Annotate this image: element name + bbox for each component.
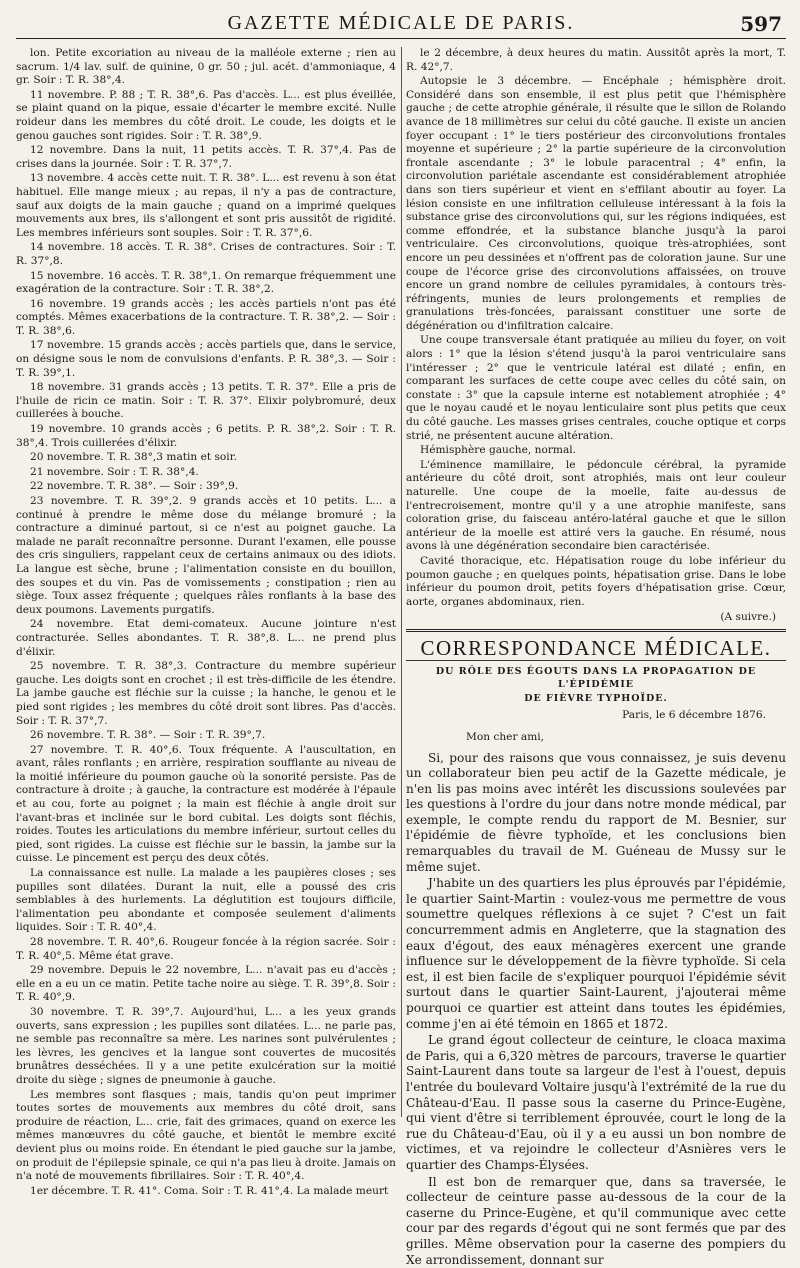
correspondance-title: CORRESPONDANCE MÉDICALE. [406, 642, 786, 661]
case-note-paragraph: 28 novembre. T. R. 40°,6. Rougeur foncée à la région sacrée. Soir : T. R. 40°,5. Même état grave. [16, 936, 396, 963]
letter-date: Paris, le 6 décembre 1876. [406, 709, 766, 723]
autopsy-section [406, 47, 786, 609]
case-note-paragraph: 11 novembre. P. 88 ; T. R. 38°,6. Pas d'accès. L... est plus éveillée, se plaint quand on la pique, essaie d'écarter le membre excité. Nulle roideur dans les membres du côté droit. Le coude, les doigts et le genou gauches sont rigides. Soir : T. R. 38°,9. [16, 89, 396, 143]
case-note-paragraph: 27 novembre. T. R. 40°,6. Toux fréquente. A l'auscultation, en avant, râles ronflants ; en arrière, respiration soufflante au niveau de la moitié inférieure du poumon gauche où la sonorité persiste. Pas de contracture à droite ; à gauche, la contracture est modérée à l'épaule et au cou, forte au poignet ; la main est fléchie à angle droit sur l'avant-bras et inclinée sur le bord cubital. Les doigts sont fléchis, roides. Toutes les articulations du membre inférieur, surtout celles du pied, sont rigides. La cuisse est fléchie sur le bassin, la jambe sur la cuisse. Le pincement est perçu des deux côtés. [16, 744, 396, 866]
page-header [16, 8, 786, 39]
case-note-paragraph: 26 novembre. T. R. 38°. — Soir : T. R. 39°,7. [16, 729, 396, 743]
autopsy-paragraph: L'éminence mamillaire, le pédoncule cérébral, la pyramide antérieure du côté droit, sont atrophiés, mais ont leur couleur naturelle. Une coupe de la moelle, faite au-dessus de l'entrecroisement, montre qu'il y a une atrophie manifeste, sans coloration grise, du faisceau antéro-latéral gauche et que le sillon antérieur de la moelle est attiré vers la gauche. En résumé, nous avons là une dégénération secondaire bien caractérisée. [406, 459, 786, 554]
case-note-paragraph: lon. Petite excoriation au niveau de la malléole externe ; rien au sacrum. 1/4 lav. sulf. de quinine, 0 gr. 50 ; jul. acét. d'ammoniaque, 4 gr. Soir : T. R. 38°,4. [16, 47, 396, 88]
case-note-paragraph: La connaissance est nulle. La malade a les paupières closes ; ses pupilles sont dilatées. Durant la nuit, elle a poussé des cris semblables à des hurlements. La déglutition est toujours difficile, l'alimentation peu abondante et composée seulement d'aliments liquides. Soir : T. R. 40°,4. [16, 867, 396, 935]
right-column [406, 47, 786, 1117]
left-column [16, 47, 396, 1117]
correspondance-subtitle-1: DU RÔLE DES ÉGOUTS DANS LA PROPAGATION DE L'ÉPIDÉMIE [406, 665, 786, 692]
case-note-paragraph: 25 novembre. T. R. 38°,3. Contracture du membre supérieur gauche. Les doigts sont en crochet ; il est très-difficile de les étendre. La jambe gauche est fléchie sur la cuisse ; la hanche, le genou et le pied sont rigides ; les membres du côté droit sont libres. Pas d'accès. Soir : T. R. 37°,7. [16, 660, 396, 728]
letter-paragraph: J'habite un des quartiers les plus éprouvés par l'épidémie, le quartier Saint-Martin : voulez-vous me permettre de vous soumettre quelques réflexions à ce sujet ? C'est un fait concurremment admis en Angleterre, que la stagnation des eaux d'égout, des eaux ménagères exercent une grande influence sur le développement de la fièvre typhoïde. Si cela est, il est bien facile de s'expliquer pourquoi l'épidémie sévit surtout dans le quartier Saint-Laurent, j'ajouterai même pourquoi ce quartier est atteint dans toutes les épidémies, comme j'en ai été témoin en 1865 et 1872. [406, 876, 786, 1032]
case-note-paragraph: 13 novembre. 4 accès cette nuit. T. R. 38°. L... est revenu à son état habituel. Elle mange mieux ; au repas, il n'y a pas de contracture, sauf aux doigts de la main gauche ; quand on a imprimé quelques mouvements aux bres, ils s'allongent et sont pris aussitôt de rigidité. Les membres inférieurs sont souples. Soir : T. R. 37°,6. [16, 172, 396, 240]
autopsy-paragraph: Une coupe transversale étant pratiquée au milieu du foyer, on voit alors : 1° que la lésion s'étend jusqu'à la paroi ventriculaire sans l'intéresser ; 2° que le ventricule latéral est dilaté ; enfin, en comparant les surfaces de cette coupe avec celles du côté sain, on constate : 3° que la capsule interne est notablement atrophiée ; 4° que le noyau caudé et le noyau lenticulaire sont plus petits que ceux du côté gauche. Les masses grises centrales, couche optique et corps strié, ne présentent aucune altération. [406, 334, 786, 443]
case-note-paragraph: 21 novembre. Soir : T. R. 38°,4. [16, 466, 396, 480]
case-note-paragraph: Les membres sont flasques ; mais, tandis qu'on peut imprimer toutes sortes de mouvements aux membres du côté droit, sans produire de réaction, L... crie, fait des grimaces, quand on exerce les mêmes manœuvres du côté gauche, et bientôt le membre excité devient plus ou moins roide. En étendant le pied gauche sur la jambe, on produit de l'épilepsie spinale, ce qui n'a pas lieu à droite. Jamais on n'a noté de mouvements fibrillaires. Soir : T. R. 40°,4. [16, 1089, 396, 1184]
case-note-paragraph: 14 novembre. 18 accès. T. R. 38°. Crises de contractures. Soir : T. R. 37°,8. [16, 241, 396, 268]
letter-body [406, 751, 786, 1268]
autopsy-paragraph: Autopsie le 3 décembre. — Encéphale ; hémisphère droit. Considéré dans son ensemble, il est plus petit que l'hémisphère gauche ; de cette atrophie générale, il résulte que le sillon de Rolando avance de 18 millimètres sur celui du côté gauche. Il existe un ancien foyer occupant : 1° le tiers postérieur des circonvolutions frontales moyenne et supérieure ; 2° la partie supérieure de la circonvolution frontale ascendante ; 3° le lobule paracentral ; 4° enfin, la circonvolution pariétale ascendante est considérablement atrophiée dans son tiers supérieur et vient en s'effilant aboutir au foyer. La lésion consiste en une infiltration celluleuse intéressant à la fois la substance grise des circonvolutions qui, sur les régions indiquées, est comme effondrée, et la substance blanche jusqu'à la paroi ventriculaire. Ces circonvolutions, quoique très-atrophiées, sont encore un peu dessinées et n'offrent pas de coloration jaune. Sur une coupe de l'écorce grise des circonvolutions affaissées, on trouve encore un grand nombre de cellules pyramidales, à contours très-réfringents, munies de leurs prolongements et remplies de granulations très-foncées, paraissant constituer une sorte de dégénération ou d'infiltration calcaire. [406, 75, 786, 333]
case-note-paragraph: 20 novembre. T. R. 38°,3 matin et soir. [16, 451, 396, 465]
case-note-paragraph: 30 novembre. T. R. 39°,7. Aujourd'hui, L... a les yeux grands ouverts, sans expression ; les pupilles sont dilatées. L... ne parle pas, ne semble pas reconnaître sa mère. Les narines sont pulvérulentes ; les lèvres, les gencives et la langue sont couvertes de mucosités brunâtres desséchées. Il y a une petite exulcération sur la moitié droite du siège ; signes de pneumonie à gauche. [16, 1006, 396, 1088]
case-note-paragraph: 12 novembre. Dans la nuit, 11 petits accès. T. R. 37°,4. Pas de crises dans la journée. Soir : T. R. 37°,7. [16, 144, 396, 171]
letter-paragraph: Le grand égout collecteur de ceinture, le cloaca maxima de Paris, qui a 6,320 mètres de parcours, traverse le quartier Saint-Laurent dans toute sa largeur de l'est à l'ouest, depuis l'entrée du boulevard Voltaire jusqu'à l'extrémité de la rue du Château-d'Eau. Il passe sous la caserne du Prince-Eugène, qui vient d'être si terriblement éprouvée, court le long de la rue du Château-d'Eau, où il y a eu aussi un bon nombre de victimes, et va rejoindre le collecteur d'Asnières vers le quartier des Champs-Élysées. [406, 1033, 786, 1173]
a-suivre-note: (A suivre.) [406, 611, 776, 625]
page-number: 597 [740, 12, 782, 36]
case-note-paragraph: 19 novembre. 10 grands accès ; 6 petits. P. R. 38°,2. Soir : T. R. 38°,4. Trois cuillerées d'élixir. [16, 423, 396, 450]
two-column-body [16, 47, 786, 1117]
case-note-paragraph: 17 novembre. 15 grands accès ; accès partiels que, dans le service, on désigne sous le nom de convulsions d'enfants. P. R. 38°,3. — Soir : T. R. 39°,1. [16, 339, 396, 380]
case-note-paragraph: 24 novembre. Etat demi-comateux. Aucune jointure n'est contracturée. Selles abondantes. T. R. 38°,8. L... ne prend plus d'élixir. [16, 618, 396, 659]
case-note-paragraph: 16 novembre. 19 grands accès ; les accès partiels n'ont pas été comptés. Mêmes exacerbations de la contracture. T. R. 38°,2. — Soir : T. R. 38°,6. [16, 298, 396, 339]
letter-paragraph: Il est bon de remarquer que, dans sa traversée, le collecteur de ceinture passe au-dessous de la cour de la caserne du Prince-Eugène, et qu'il communique avec cette cour par des regards d'égout qui ne sont fermés que par des grilles. Même observation pour la caserne des pompiers du Xe arrondissement, donnant sur [406, 1175, 786, 1268]
autopsy-paragraph: le 2 décembre, à deux heures du matin. Aussitôt après la mort, T. R. 42°,7. [406, 47, 786, 74]
correspondance-subtitle-2: DE FIÈVRE TYPHOÏDE. [406, 692, 786, 706]
case-note-paragraph: 22 novembre. T. R. 38°. — Soir : 39°,9. [16, 480, 396, 494]
letter-paragraph: Si, pour des raisons que vous connaissez, je suis devenu un collaborateur bien peu actif de la Gazette médicale, je n'en lis pas moins avec intérêt les discussions soulevées par les questions à l'ordre du jour dans notre monde médical, par exemple, le compte rendu du rapport de M. Besnier, sur l'épidémie de fièvre typhoïde, et les conclusions bien remarquables du travail de M. Guéneau de Mussy sur le même sujet. [406, 751, 786, 876]
case-note-paragraph: 15 novembre. 16 accès. T. R. 38°,1. On remarque fréquemment une exagération de la contracture. Soir : T. R. 38°,2. [16, 270, 396, 297]
section-rule [406, 629, 786, 632]
case-note-paragraph: 23 novembre. T. R. 39°,2. 9 grands accès et 10 petits. L... a continué à prendre le même dose du mélange bromuré ; la contracture a diminué partout, si ce n'est au poignet gauche. La malade ne paraît reconnaître personne. Durant l'examen, elle pousse des cris singuliers, rappelant ceux de certains animaux ou des idiots. La langue est sèche, brune ; l'alimentation consiste en du bouillon, des soupes et du vin. Pas de vomissements ; constipation ; rien au siège. Toux assez fréquente ; quelques râles ronflants à la base des deux poumons. Lavements purgatifs. [16, 495, 396, 617]
column-divider [401, 47, 402, 1117]
case-note-paragraph: 1er décembre. T. R. 41°. Coma. Soir : T. R. 41°,4. La malade meurt [16, 1185, 396, 1199]
letter-salutation: Mon cher ami, [466, 731, 786, 745]
case-note-paragraph: 29 novembre. Depuis le 22 novembre, L... n'avait pas eu d'accès ; elle en a eu un ce matin. Petite tache noire au siège. T. R. 39°,8. Soir : T. R. 40°,9. [16, 964, 396, 1005]
case-note-paragraph: 18 novembre. 31 grands accès ; 13 petits. T. R. 37°. Elle a pris de l'huile de ricin ce matin. Soir : T. R. 37°. Elixir polybromuré, deux cuillerées à bouche. [16, 381, 396, 422]
autopsy-paragraph: Hémisphère gauche, normal. [406, 444, 786, 458]
autopsy-paragraph: Cavité thoracique, etc. Hépatisation rouge du lobe inférieur du poumon gauche ; en quelques points, hépatisation grise. Dans le lobe inférieur du poumon droit, petits foyers d'hépatisation grise. Cœur, aorte, organes abdominaux, rien. [406, 555, 786, 609]
journal-title: GAZETTE MÉDICALE DE PARIS. [228, 12, 575, 35]
